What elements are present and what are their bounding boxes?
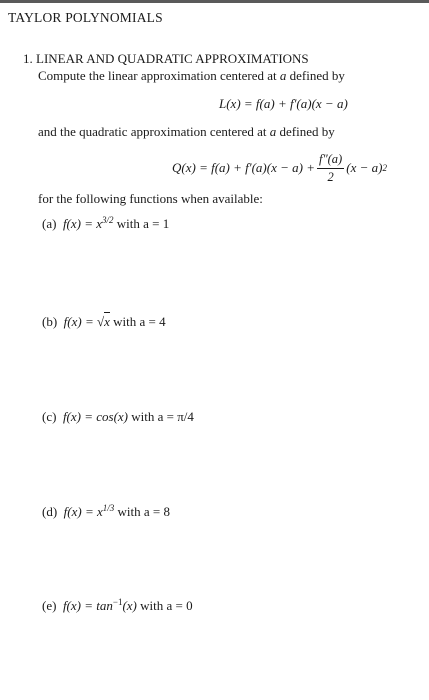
quad-denominator: 2 xyxy=(327,169,334,184)
intro-text xyxy=(38,68,345,84)
part-e xyxy=(42,598,193,614)
part-label: (c) xyxy=(42,409,57,424)
intro-prefix: Compute the linear approximation centered at xyxy=(38,68,277,83)
function-definition: f(x) = x xyxy=(63,504,103,519)
page-title: TAYLOR POLYNOMIALS xyxy=(8,10,163,25)
center-condition: with a = 8 xyxy=(117,504,170,519)
quad-right: (x − a) xyxy=(346,160,383,175)
section-number: 1. xyxy=(23,51,33,66)
section-title: LINEAR AND QUADRATIC APPROXIMATIONS xyxy=(36,51,309,66)
function-argument: (x) xyxy=(122,598,137,613)
part-a xyxy=(42,216,169,232)
function-exponent: 1/3 xyxy=(102,503,115,513)
function-exponent: −1 xyxy=(112,597,123,607)
part-label: (a) xyxy=(42,216,57,231)
part-label: (b) xyxy=(42,314,58,329)
quad-left: Q(x) = f(a) + f′(a)(x − a) + xyxy=(172,160,315,175)
quad-numerator: f″(a) xyxy=(317,153,344,169)
intro-suffix: defined by xyxy=(289,68,345,83)
linear-approximation-formula: L(x) = f(a) + f′(a)(x − a) xyxy=(219,96,348,111)
instructions-text: for the following functions when available: xyxy=(38,191,263,206)
part-label: (e) xyxy=(42,598,57,613)
function-definition: f(x) = tan xyxy=(62,598,113,613)
part-c xyxy=(42,409,194,425)
center-condition: with a = 1 xyxy=(116,216,170,231)
center-condition: with a = 0 xyxy=(140,598,193,613)
quadratic-approximation-formula: Q(x) = f(a) + f′(a)(x − a) + $\frac{f''(a)}{2}$ (x − a) 2 xyxy=(172,152,387,184)
part-b xyxy=(42,314,166,330)
square-root xyxy=(97,314,110,330)
and-suffix: defined by xyxy=(279,124,335,139)
function-definition: f(x) = cos(x) xyxy=(62,409,129,424)
center-condition: with a = 4 xyxy=(113,314,166,329)
radicand: x xyxy=(104,314,110,329)
section-heading xyxy=(23,51,309,67)
top-rule xyxy=(0,0,429,3)
center-condition: with a = π/4 xyxy=(131,409,194,424)
quad-fraction xyxy=(317,153,344,183)
and-variable: a xyxy=(269,124,277,139)
and-prefix: and the quadratic approximation centered at xyxy=(38,124,267,139)
function-definition: f(x) = x xyxy=(62,216,103,231)
quadratic-intro-text xyxy=(38,124,335,140)
intro-variable: a xyxy=(279,68,287,83)
function-definition: f(x) = xyxy=(63,314,97,329)
radical-sign: √ xyxy=(96,314,105,329)
function-exponent: 3/2 xyxy=(102,215,114,225)
part-d xyxy=(42,504,170,520)
part-label: (d) xyxy=(42,504,58,519)
